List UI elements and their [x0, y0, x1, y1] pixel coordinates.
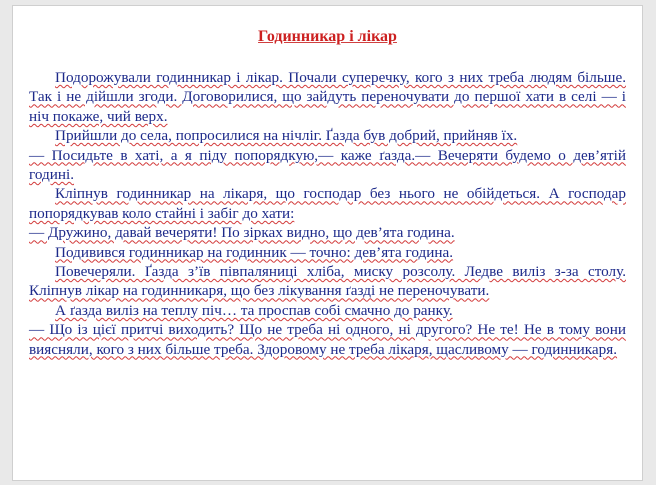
document-body — [29, 68, 626, 359]
paragraph-6: Подивився годинникар на годинник — точно: дев’ята година. — [55, 243, 454, 261]
paragraph-9: — Що із цієї притчі виходить? Що не треба ні одного, ні другого? Не те! Не в тому вони виясняли, кого з них більше треба. Здоровому не треба лікаря, щасливому — годинникаря. — [29, 321, 626, 358]
paragraph-7: Повечеряли. Ґазда з’їв півпаляниці хліба, миску розсолу. Ледве виліз з-за столу. Кліпнув лікар на годинникаря, що без лікування ґазді не переночувати. — [29, 263, 626, 300]
paragraph-3: — Посидьте в хаті, а я піду попорядкую,— каже ґазда.— Вечеряти будемо о дев’ятій годині. — [29, 146, 626, 184]
paragraph-5: — Дружино, давай вечеряти! По зірках видно, що дев’ята година. — [29, 224, 455, 242]
document-title: Годинникар і лікар — [258, 28, 397, 45]
paragraph-1: Подорожували годинникар і лікар. Почали суперечку, кого з них треба людям більше. Так і не дійшли згоди. Договорилися, що зайдуть переночувати до першої хати в селі — і ніч покаже, чий верх. — [29, 69, 626, 125]
paragraph-8: А ґазда виліз на теплу піч… та проспав собі смачно до ранку. — [55, 301, 453, 319]
paragraph-2: Прийшли до села, попросилися на нічліг. Ґазда був добрий, прийняв їх. — [55, 127, 518, 145]
document-page — [12, 5, 643, 481]
paragraph-4: Кліпнув годинникар на лікаря, що господар без нього не обійдеться. А господар попорядкував коло стайні і забіг до хати: — [29, 185, 626, 222]
